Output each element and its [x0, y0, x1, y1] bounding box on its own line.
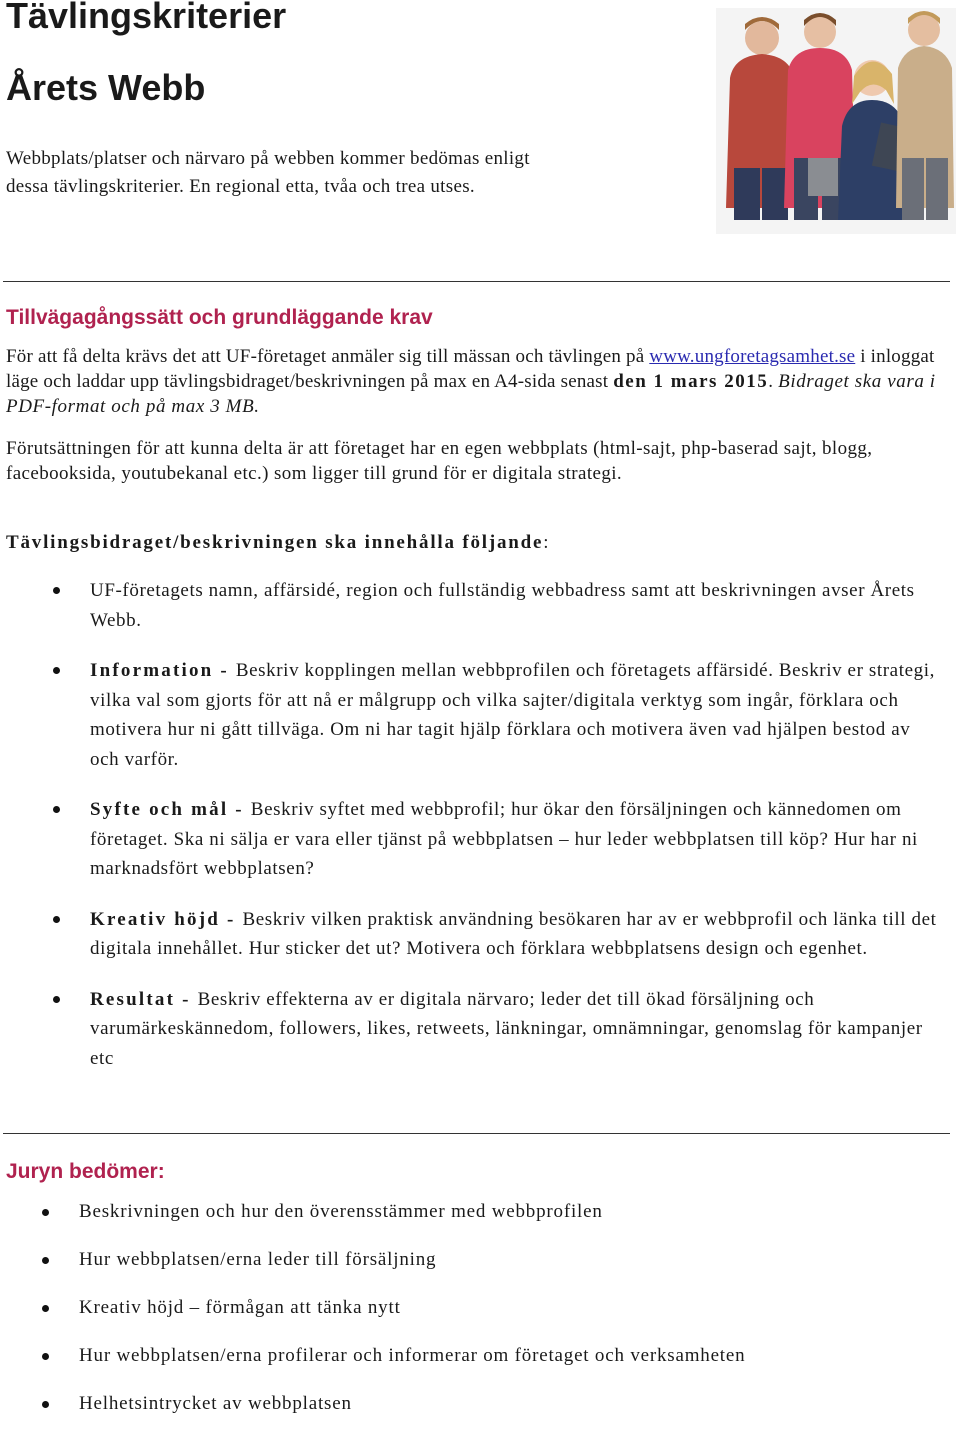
deadline-suffix: .	[768, 371, 779, 392]
list-item-text: Hur webbplatsen/erna profilerar och informerar om företaget och verksamheten	[79, 1345, 746, 1366]
list-item	[0, 1245, 960, 1293]
list-item	[0, 1293, 960, 1341]
list-item-text: Beskriv effekterna av er digitala närvaro; leder det till ökad försäljning och varumärkeskännedom, followers, likes, retweets, länkningar, omnämningar, genomslag för kampanjer etc	[90, 988, 923, 1069]
registration-paragraph	[6, 344, 946, 419]
list-item-title: Syfte och mål -	[90, 799, 251, 820]
prerequisite-paragraph: Förutsättningen för att kunna delta är att företaget har en egen webbplats (html-sajt, php-baserad sajt, blogg, facebooksida, youtubekanal etc.) som ligger till grund för er digitala strategi.	[6, 438, 873, 484]
document-subtitle: Årets Webb	[6, 67, 206, 108]
list-item	[0, 1197, 960, 1245]
list-item-text: Helhetsintrycket av webbplatsen	[79, 1393, 352, 1414]
divider	[3, 281, 950, 282]
requirements-intro-colon: :	[543, 532, 550, 553]
bullet-icon	[53, 996, 60, 1003]
ungforetagsamhet-link[interactable]: www.ungforetagsamhet.se	[649, 346, 856, 367]
list-item	[0, 985, 940, 1074]
list-item-title: Information -	[90, 660, 236, 681]
list-item-text: UF-företagets namn, affärsidé, region och fullständig webbadress samt att beskrivningen avser Årets Webb.	[90, 580, 915, 631]
bullet-icon	[42, 1209, 49, 1216]
bullet-icon	[42, 1305, 49, 1312]
requirements-intro-bold: Tävlingsbidraget/beskrivningen ska innehålla följande	[6, 532, 544, 553]
bullet-icon	[53, 667, 60, 674]
list-item	[0, 576, 940, 635]
list-item	[0, 656, 940, 774]
document-title: Tävlingskriterier	[6, 0, 287, 36]
list-item-title: Resultat -	[90, 988, 198, 1010]
list-item-text: Kreativ höjd – förmågan att tänka nytt	[79, 1297, 401, 1318]
bullet-icon	[42, 1401, 49, 1408]
list-item	[0, 795, 940, 884]
intro-line-2: dessa tävlingskriterier. En regional etta, tvåa och trea utses.	[6, 176, 475, 197]
bullet-icon	[42, 1353, 49, 1360]
list-item	[0, 1389, 960, 1437]
requirements-intro	[6, 529, 549, 557]
registration-text-continued: i inloggat läge och laddar upp tävlingsbidraget/beskrivningen på max en A4-sida senast	[6, 346, 935, 392]
section-heading-jury: Juryn bedömer:	[6, 1160, 165, 1183]
list-item-title: Kreativ höjd -	[90, 908, 243, 930]
group-photo-icon	[716, 8, 956, 234]
list-item	[0, 1341, 960, 1389]
list-item-text: Beskrivningen och hur den överensstämmer med webbprofilen	[79, 1201, 603, 1222]
intro-paragraph	[6, 145, 706, 201]
bullet-icon	[42, 1257, 49, 1264]
intro-line-1: Webbplats/platser och närvaro på webben kommer bedömas enligt	[6, 148, 530, 169]
registration-text: För att få delta krävs det att UF-företaget anmäler sig till mässan och tävlingen på	[6, 346, 650, 367]
list-item-text: Hur webbplatsen/erna leder till försäljning	[79, 1249, 437, 1270]
list-item-text: Beskriv vilken praktisk användning besökaren har av er webbprofil och länka till det digitala innehållet. Hur sticker det ut? Motivera och förklara webbplatsens design och egenhet.	[90, 908, 937, 959]
list-item-text: Beskriv kopplingen mellan webbprofilen och företagets affärsidé. Beskriv er strategi, vilka val som gjorts för att nå er målgrupp och vilka sajter/digitala verktyg som ingår, förklara och motivera hur ni gått tillväga. Om ni har tagit hjälp förklara och motivera även vad hjälpen bestod av och varför.	[90, 660, 935, 770]
jury-criteria-list	[0, 1197, 960, 1437]
section-heading-requirements: Tillvägagångssätt och grundläggande krav	[6, 306, 433, 329]
requirements-list	[0, 576, 960, 1094]
deadline: den 1 mars 2015	[613, 371, 769, 392]
bullet-icon	[53, 587, 60, 594]
list-item	[0, 905, 940, 964]
group-photo	[716, 8, 956, 234]
bullet-icon	[53, 916, 60, 923]
bullet-icon	[53, 806, 60, 813]
divider	[3, 1133, 950, 1134]
format-note: Bidraget ska vara i PDF-format och på max 3 MB.	[6, 371, 936, 417]
list-item-text: Beskriv syftet med webbprofil; hur ökar den försäljningen och kännedomen om företaget. Ska ni sälja er vara eller tjänst på webbplatsen – hur leder webbplatsen till köp? Hur har ni marknadsfört webbplatsen?	[90, 799, 918, 879]
